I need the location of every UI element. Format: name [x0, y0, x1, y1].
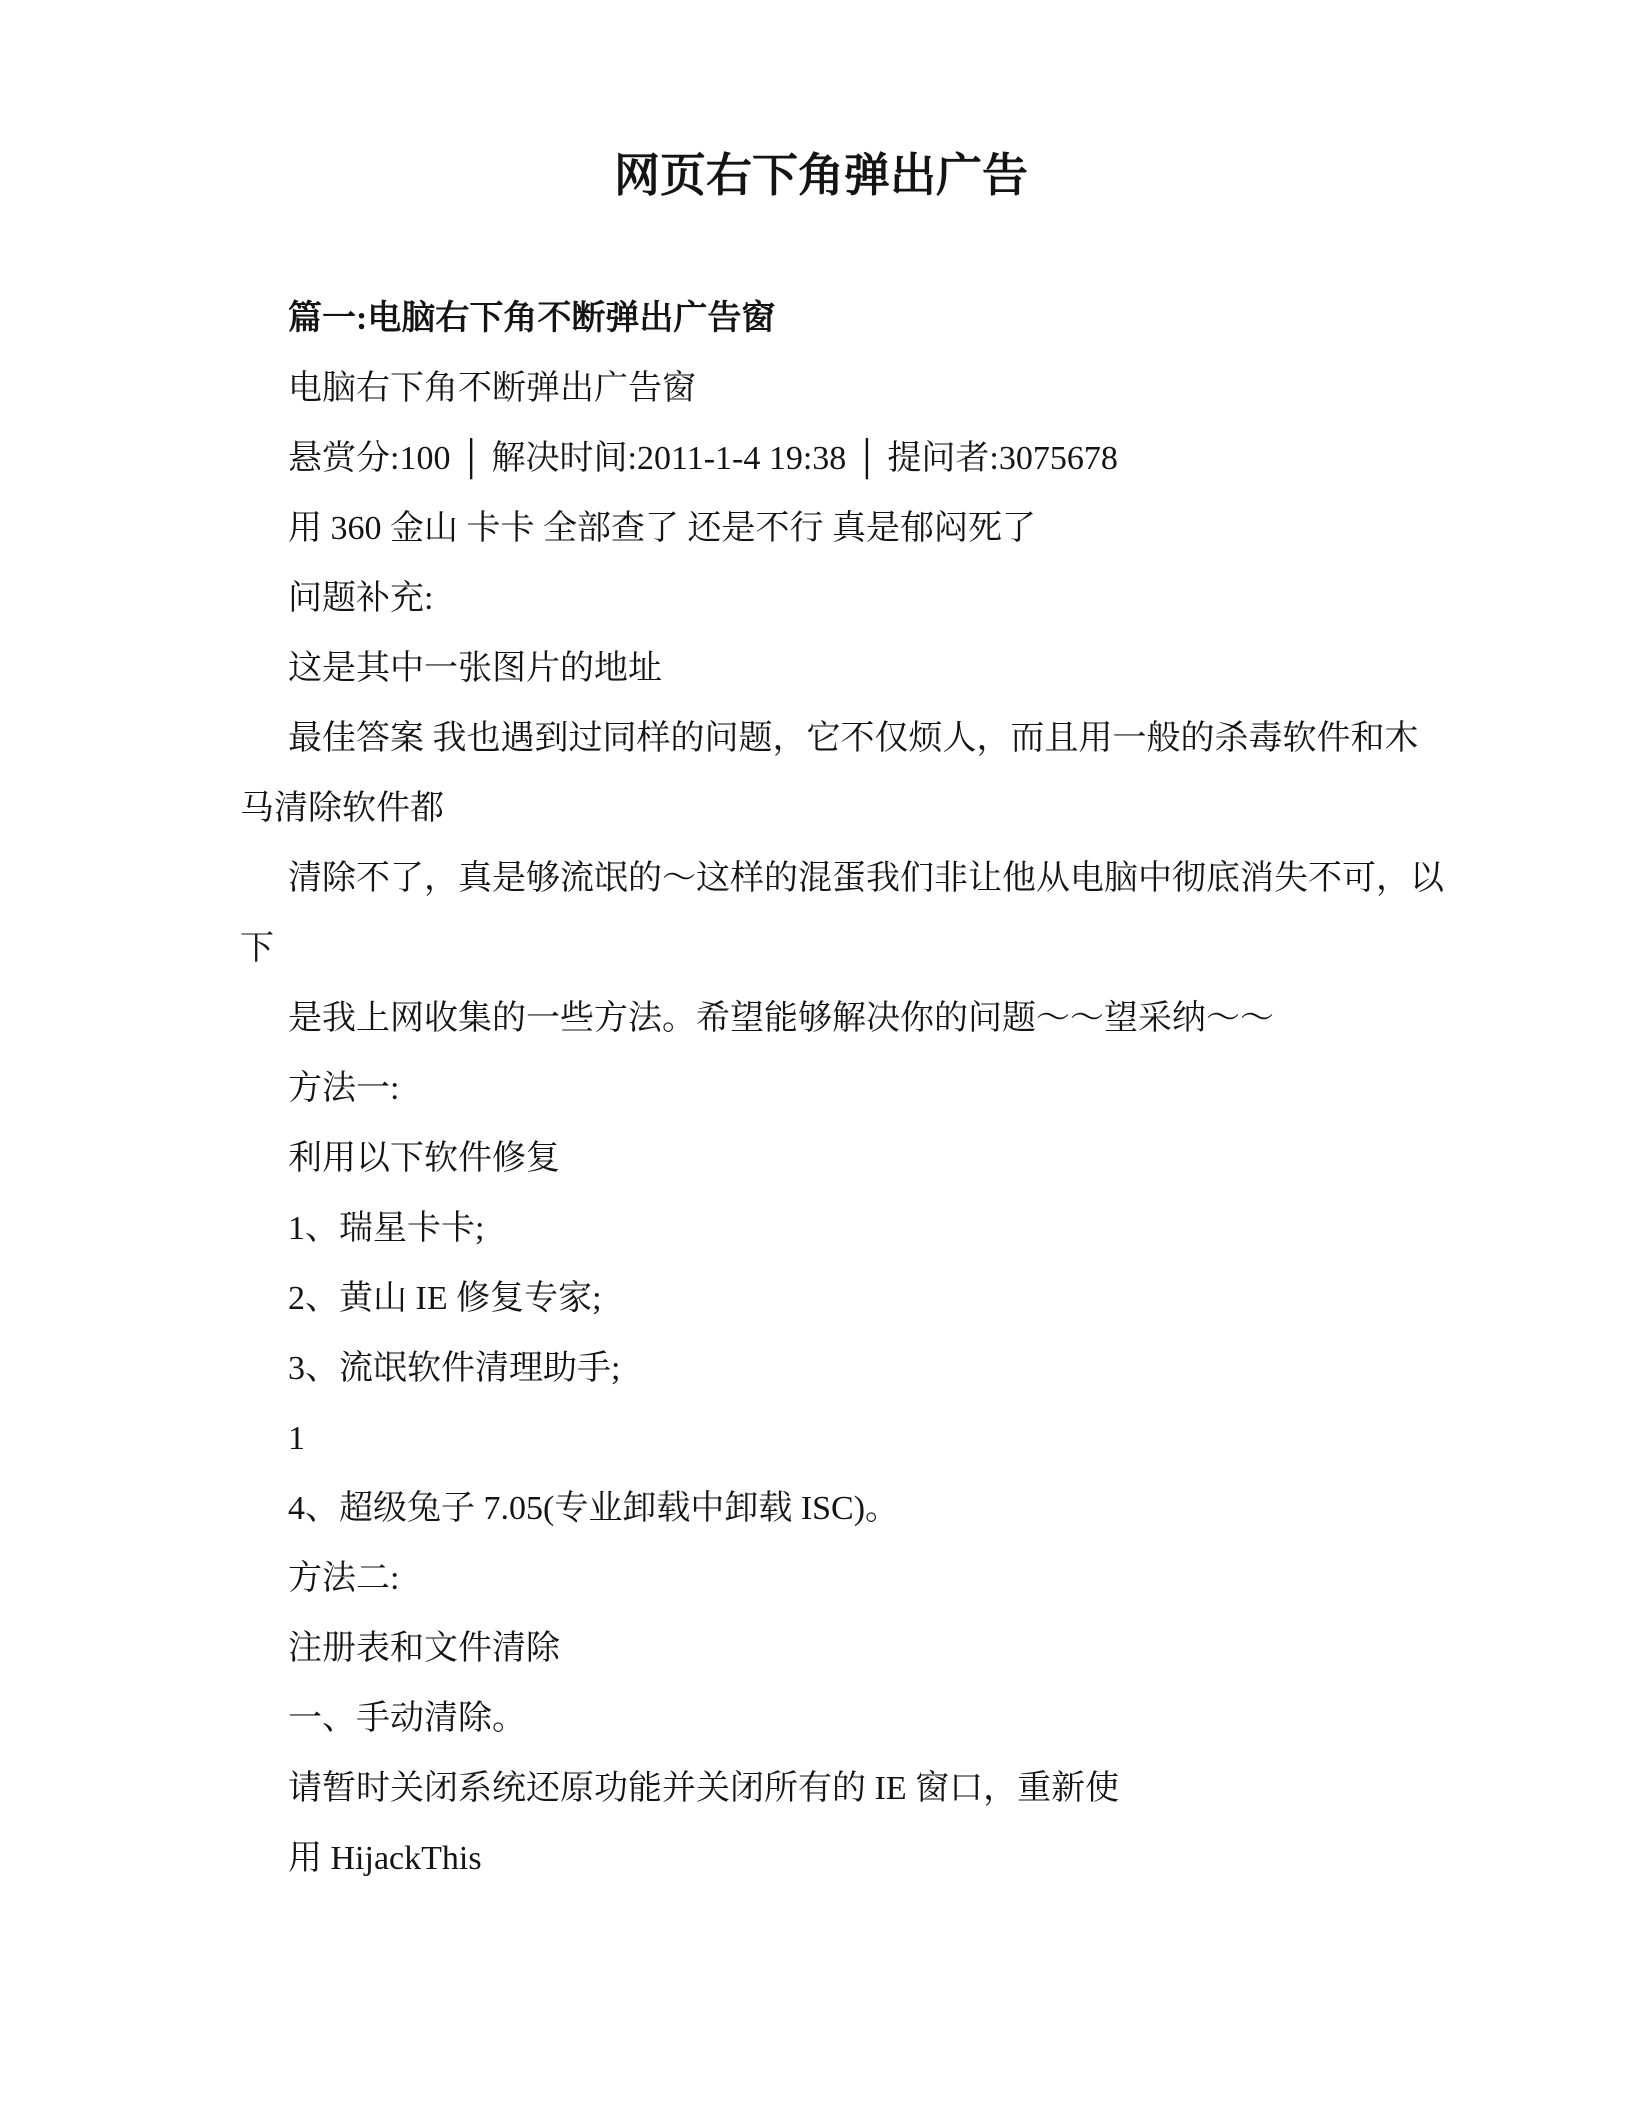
doc-line: 最佳答案 我也遇到过同样的问题，它不仅烦人，而且用一般的杀毒软件和木 — [288, 720, 1419, 757]
doc-line: 用 360 金山 卡卡 全部查了 还是不行 真是郁闷死了 — [288, 510, 1036, 547]
doc-line: 悬赏分:100 │ 解决时间:2011-1-4 19:38 │ 提问者:3075678 — [288, 440, 1118, 477]
doc-line: 1 — [288, 1420, 305, 1457]
doc-line: 这是其中一张图片的地址 — [288, 650, 662, 687]
doc-line: 1、瑞星卡卡; — [288, 1210, 485, 1247]
doc-line: 是我上网收集的一些方法。希望能够解决你的问题～～望采纳～～ — [288, 1000, 1274, 1037]
doc-line: 3、流氓软件清理助手; — [288, 1350, 621, 1387]
document-body — [240, 284, 1444, 1894]
doc-line: 电脑右下角不断弹出广告窗 — [288, 370, 696, 407]
doc-line: 篇一:电脑右下角不断弹出广告窗 — [288, 300, 776, 337]
doc-line: 4、超级兔子 7.05(专业卸载中卸载 ISC)。 — [288, 1490, 900, 1527]
doc-line: 清除不了，真是够流氓的～这样的混蛋我们非让他从电脑中彻底消失不可，以 — [288, 860, 1444, 897]
doc-line: 用 HijackThis — [288, 1840, 482, 1877]
doc-line: 利用以下软件修复 — [288, 1140, 560, 1177]
document-title: 网页右下角弹出广告 — [614, 150, 1028, 201]
doc-line: 请暂时关闭系统还原功能并关闭所有的 IE 窗口，重新使 — [288, 1770, 1120, 1807]
doc-line: 2、黄山 IE 修复专家; — [288, 1280, 602, 1317]
doc-line: 方法二: — [288, 1560, 400, 1597]
doc-line: 下 — [240, 930, 274, 967]
doc-line: 注册表和文件清除 — [288, 1630, 560, 1667]
doc-line: 一、手动清除。 — [288, 1700, 526, 1737]
doc-line: 马清除软件都 — [240, 790, 444, 827]
doc-line: 问题补充: — [288, 580, 434, 617]
doc-line: 方法一: — [288, 1070, 400, 1107]
